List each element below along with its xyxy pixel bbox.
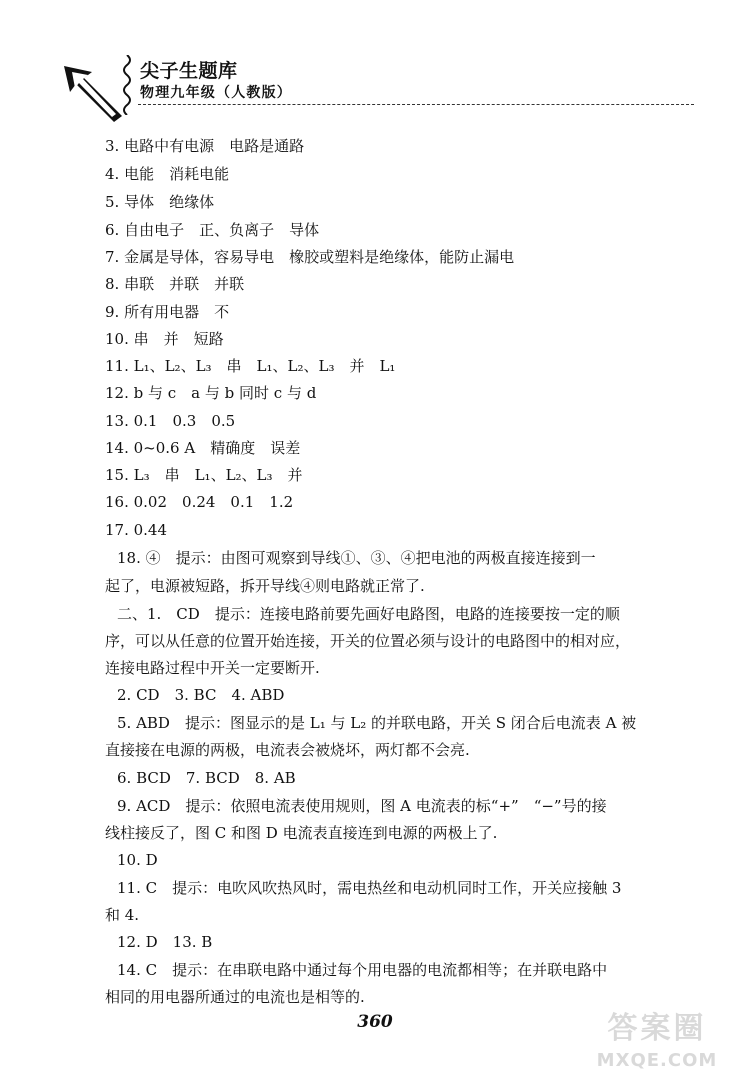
- answer-line: 16. 0.02 0.24 0.1 1.2: [105, 493, 294, 511]
- answer-line: 9. ACD 提示：依照电流表使用规则，图 A 电流表的标“+” “−”号的接: [117, 797, 607, 815]
- answer-line: 12. b 与 c a 与 b 同时 c 与 d: [105, 384, 317, 402]
- answer-line: 4. 电能 消耗电能: [105, 165, 230, 183]
- answer-line: 13. 0.1 0.3 0.5: [105, 412, 236, 430]
- answer-line: 连接电路过程中开关一定要断开.: [105, 659, 320, 677]
- answer-line: 14. C 提示：在串联电路中通过每个用电器的电流都相等；在并联电路中: [117, 961, 608, 979]
- answer-line: 17. 0.44: [105, 521, 168, 539]
- answer-line: 18. ④ 提示：由图可观察到导线①、③、④把电池的两极直接连接到一: [117, 549, 596, 567]
- answer-line: 6. 自由电子 正、负离子 导体: [105, 221, 320, 239]
- wavy-divider-icon: [120, 55, 134, 115]
- answer-line: 7. 金属是导体，容易导电 橡胶或塑料是绝缘体，能防止漏电: [105, 248, 515, 266]
- answer-line: 14. 0~0.6 A 精确度 误差: [105, 439, 301, 457]
- answer-line: 12. D 13. B: [117, 933, 213, 951]
- answer-line: 相同的用电器所通过的电流也是相等的.: [105, 988, 365, 1006]
- header-rule: [138, 104, 694, 105]
- answer-line: 10. 串 并 短路: [105, 330, 224, 348]
- answer-line: 5. ABD 提示：图显示的是 L₁ 与 L₂ 的并联电路，开关 S 闭合后电流表 A 被: [117, 714, 637, 732]
- answer-line: 5. 导体 绝缘体: [105, 193, 215, 211]
- answer-line: 起了，电源被短路，拆开导线④则电路就正常了.: [105, 577, 425, 595]
- page-number: 360: [357, 1012, 393, 1032]
- book-subtitle: 物理九年级（人教版）: [140, 85, 292, 101]
- answer-line: 线柱接反了，图 C 和图 D 电流表直接连到电源的两极上了.: [105, 824, 498, 842]
- answer-line: 6. BCD 7. BCD 8. AB: [117, 769, 296, 787]
- answer-line: 二、1. CD 提示：连接电路前要先画好电路图，电路的连接要按一定的顺: [117, 605, 620, 623]
- answer-line: 15. L₃ 串 L₁、L₂、L₃ 并: [105, 466, 303, 484]
- answer-line: 和 4.: [105, 906, 140, 924]
- answer-line: 直接接在电源的两极，电流表会被烧坏，两灯都不会亮.: [105, 741, 470, 759]
- watermark-url: MXQE.COM: [596, 1050, 718, 1071]
- answer-line: 8. 串联 并联 并联: [105, 275, 245, 293]
- answer-line: 10. D: [117, 851, 158, 869]
- answer-line: 9. 所有用电器 不: [105, 303, 230, 321]
- site-watermark: [582, 1003, 732, 1071]
- answer-line: 3. 电路中有电源 电路是通路: [105, 137, 305, 155]
- answer-line: 2. CD 3. BC 4. ABD: [117, 686, 285, 704]
- arrow-logo-icon: [62, 64, 126, 124]
- answer-line: 11. C 提示：电吹风吹热风时，需电热丝和电动机同时工作，开关应接触 3: [117, 879, 622, 897]
- answer-line: 序，可以从任意的位置开始连接，开关的位置必须与设计的电路图中的相对应，: [105, 632, 631, 650]
- page-header: [0, 0, 750, 130]
- watermark-logo-text: 答案圈: [607, 1011, 707, 1046]
- answer-line: 11. L₁、L₂、L₃ 串 L₁、L₂、L₃ 并 L₁: [105, 357, 396, 375]
- series-title: 尖子生题库: [140, 60, 238, 82]
